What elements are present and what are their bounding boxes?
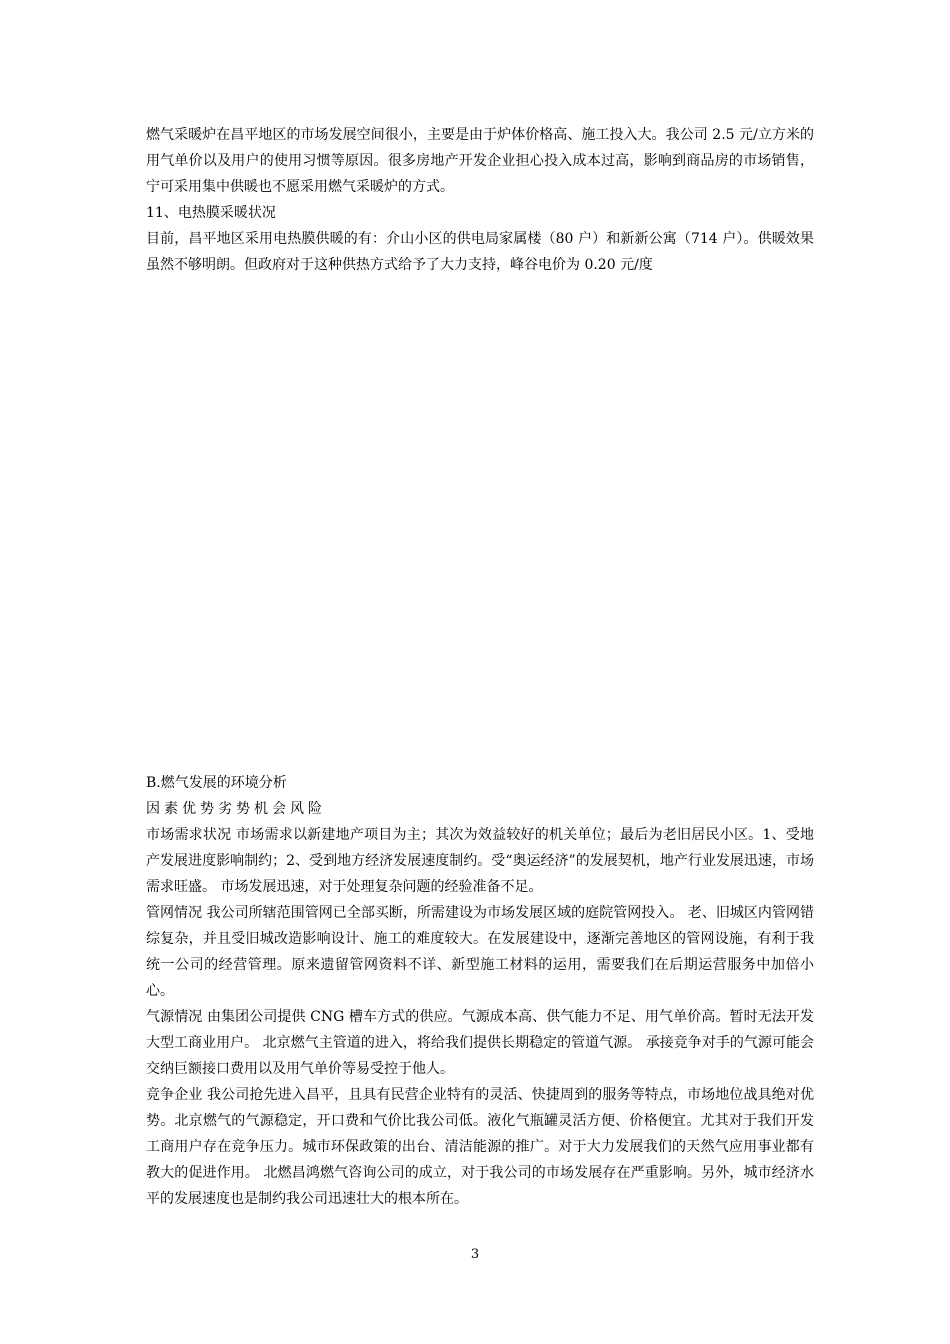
- environment-analysis-section: [146, 770, 814, 1212]
- gas-heater-paragraph: 燃气采暖炉在昌平地区的市场发展空间很小，主要是由于炉体价格高、施工投入大。我公司 2.5 元/立方米的用气单价以及用户的使用习惯等原因。很多房地产开发企业担心投入成本过高，影响到商品房的市场销售，宁可采用集中供暖也不愿采用燃气采暖炉的方式。: [146, 127, 814, 195]
- factor-headers: 因素优势劣势机会风险: [146, 801, 326, 817]
- competition-paragraph: 竞争企业 我公司抢先进入昌平，且具有民营企业特有的灵活、快捷周到的服务等特点，市场地位战具绝对优势。北京燃气的气源稳定，开口费和气价比我公司低。液化气瓶罐灵活方便、价格便宜。尤其对于我们开发工商用户存在竞争压力。城市环保政策的出台、清洁能源的推广。对于大力发展我们的天然气应用事业都有教大的促进作用。 北燃昌鸿燃气咨询公司的成立，对于我公司的市场发展存在严重影响。另外，城市经济水平的发展速度也是制约我公司迅速壮大的根本所在。: [146, 1087, 814, 1207]
- heating-section: [146, 122, 814, 278]
- page-number: 3: [470, 1247, 480, 1262]
- gas-source-paragraph: 气源情况 由集团公司提供 CNG 槽车方式的供应。气源成本高、供气能力不足、用气单价高。暂时无法开发大型工商业用户。 北京燃气主管道的进入，将给我们提供长期稳定的管道气源。 承接竞争对手的气源可能会交纳巨额接口费用以及用气单价等易受控于他人。: [146, 1009, 814, 1077]
- market-demand-paragraph: 市场需求状况 市场需求以新建地产项目为主；其次为效益较好的机关单位；最后为老旧居民小区。1、受地产发展进度影响制约；2、受到地方经济发展速度制约。受“奥运经济”的发展契机，地产行业发展迅速，市场需求旺盛。 市场发展迅速，对于处理复杂问题的经验准备不足。: [146, 827, 814, 895]
- section-b-title: B.燃气发展的环境分析: [146, 775, 287, 791]
- electric-film-paragraph: 目前，昌平地区采用电热膜供暖的有：介山小区的供电局家属楼（80 户）和新新公寓（714 户）。供暖效果虽然不够明朗。但政府对于这种供热方式给予了大力支持，峰谷电价为 0.20 元/度: [146, 231, 814, 273]
- section-heading-11: 11、电热膜采暖状况: [146, 205, 276, 221]
- pipeline-paragraph: 管网情况 我公司所辖范围管网已全部买断，所需建设为市场发展区域的庭院管网投入。 老、旧城区内管网错综复杂，并且受旧城改造影响设计、施工的难度较大。在发展建设中，逐渐完善地区的管网设施，有利于我统一公司的经营管理。原来遗留管网资料不详、新型施工材料的运用，需要我们在后期运营服务中加倍小心。: [146, 905, 814, 999]
